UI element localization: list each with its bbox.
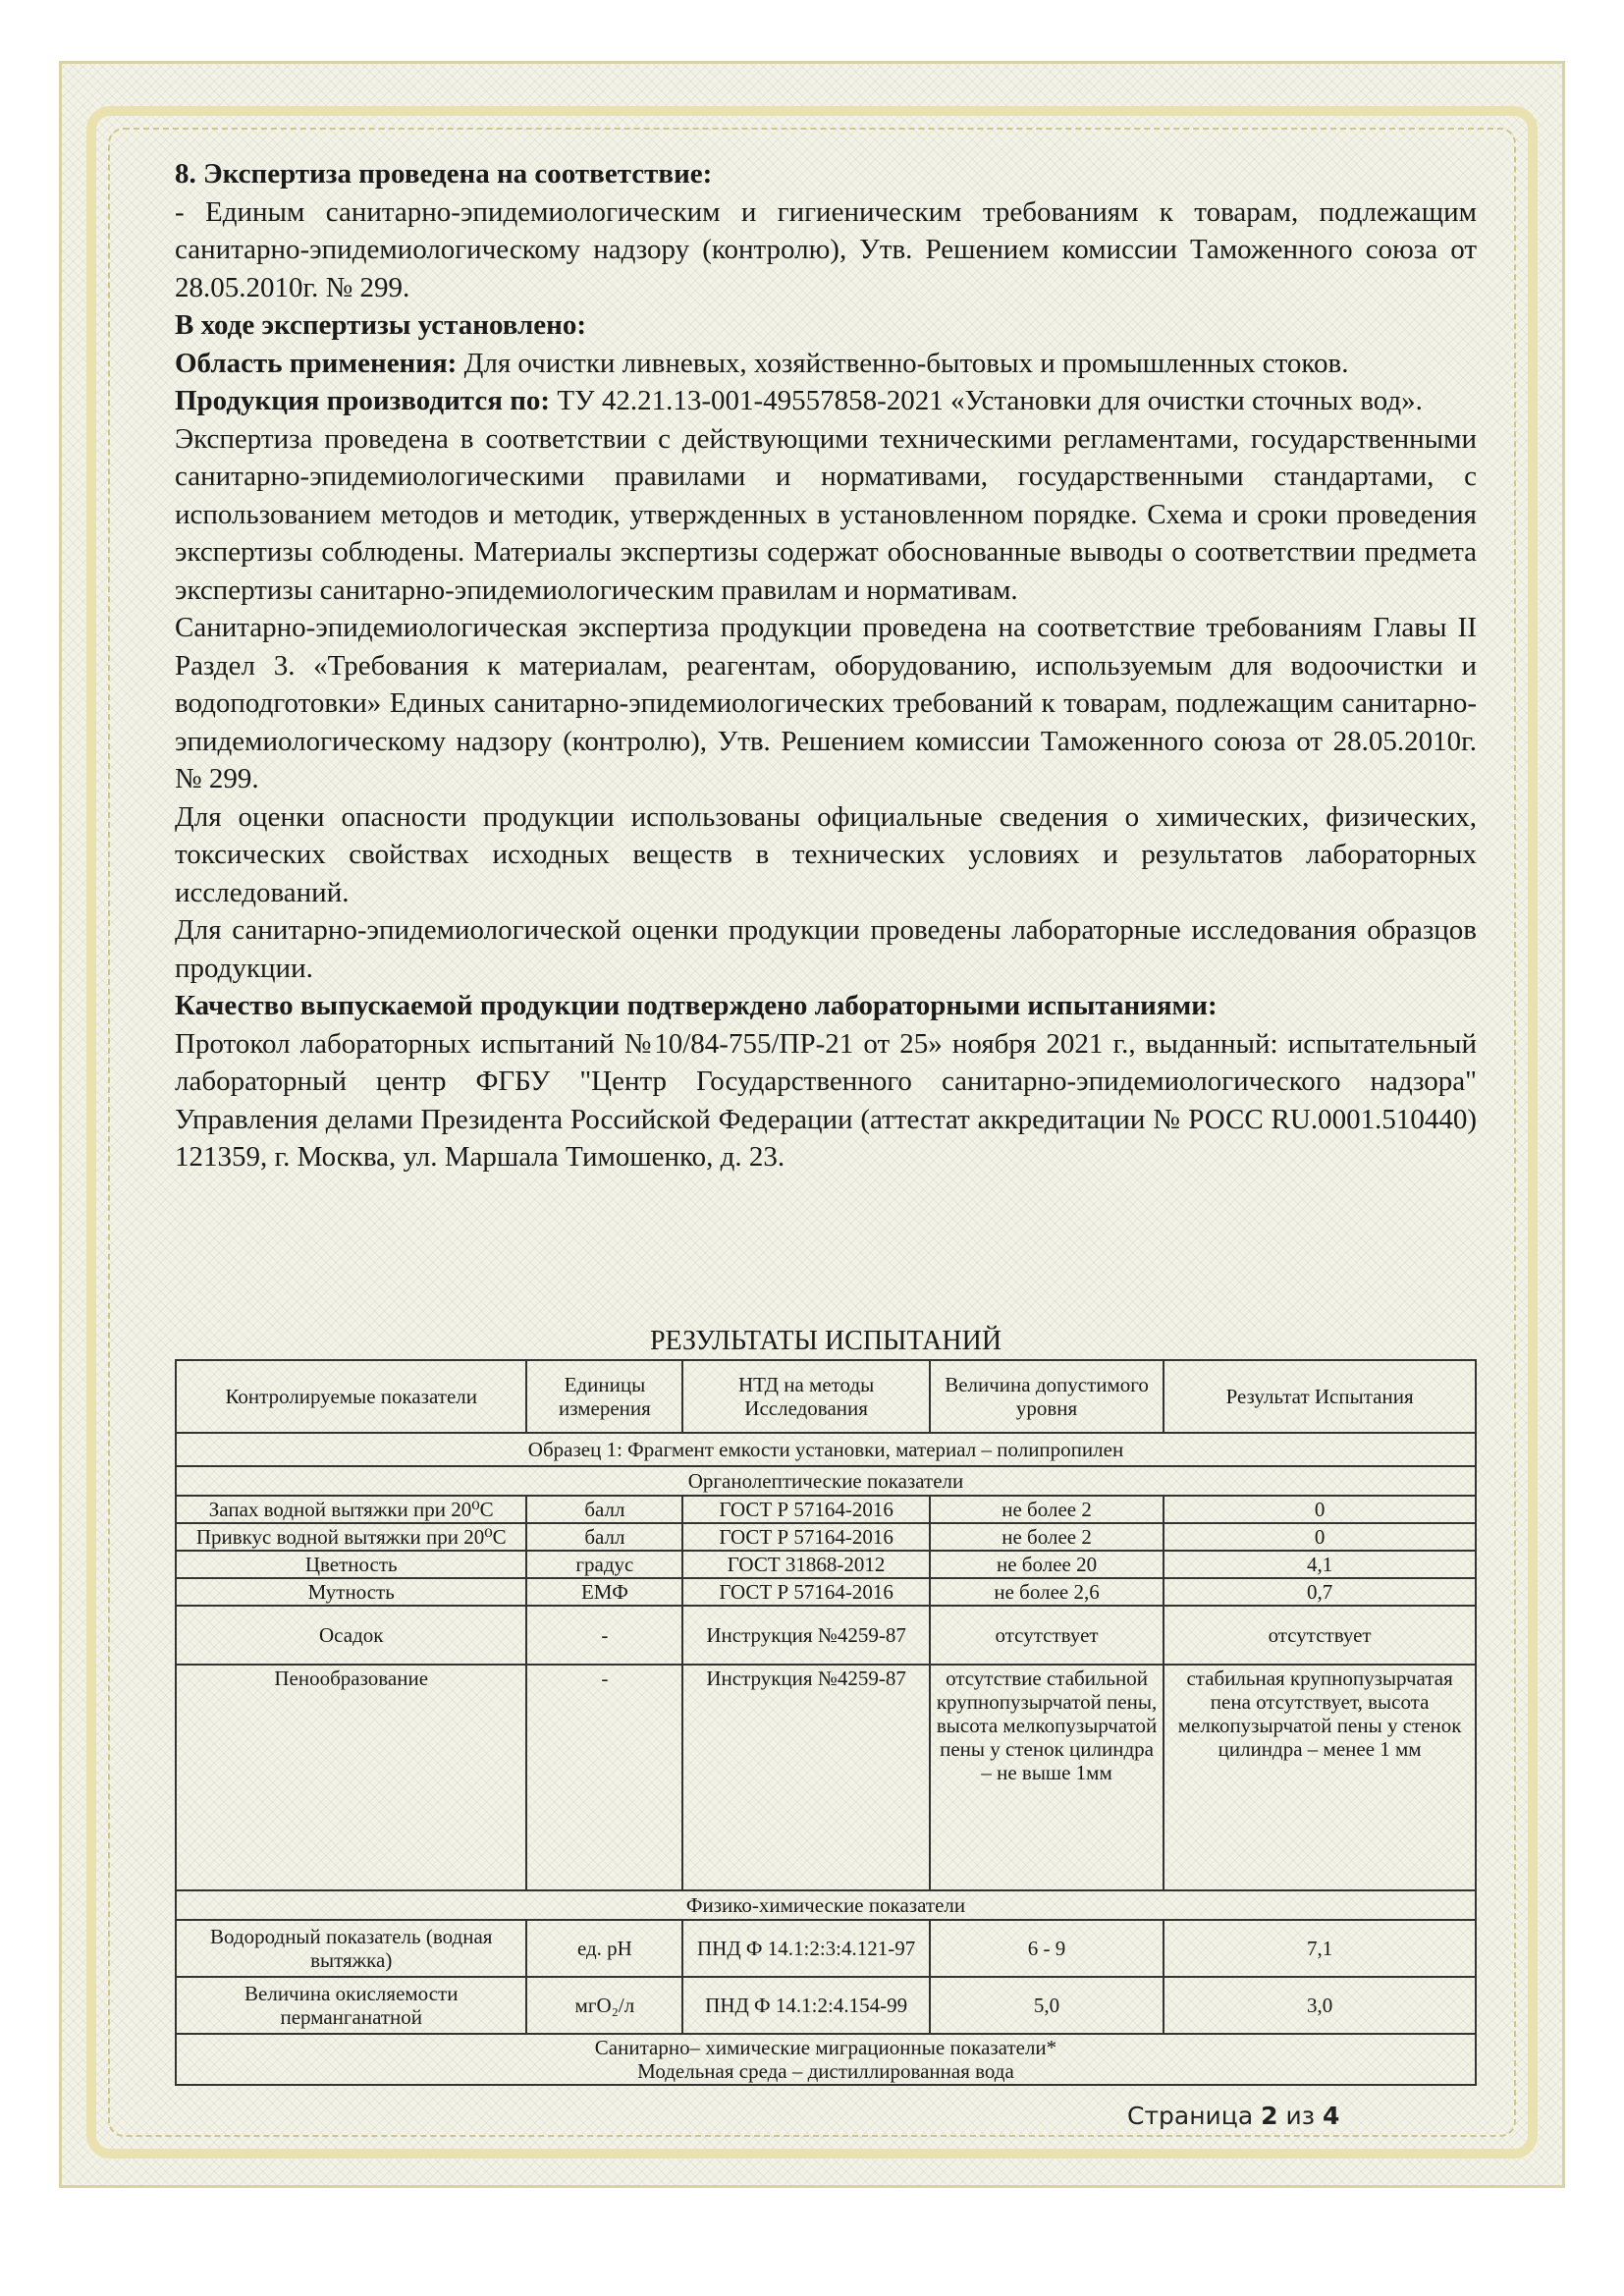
lab-paragraph: Для санитарно-эпидемиологической оценки продукции проведены лабораторные исследования образцов продукции. [175, 914, 1477, 984]
footer-middle: из [1277, 2102, 1323, 2130]
cell-method: ГОСТ 31868-2012 [682, 1551, 930, 1578]
table-row [176, 1496, 1476, 1523]
cell-limit: не более 20 [930, 1551, 1164, 1578]
produced-text: ТУ 42.21.13-001-49557858-2021 «Установки для очистки сточных вод». [550, 385, 1423, 416]
produced-paragraph [175, 382, 1477, 420]
scope-label: Область применения: [175, 347, 458, 379]
group-migration [176, 2034, 1476, 2085]
section-8 [175, 155, 1477, 306]
cell-result: 4,1 [1164, 1551, 1476, 1578]
header-units: Единицы измерения [526, 1360, 682, 1433]
document-body [175, 155, 1477, 1176]
sample-label: Образец 1: Фрагмент емкости установки, материал – полипропилен [176, 1433, 1476, 1466]
table-row [176, 1920, 1476, 1977]
footer-page: 2 [1261, 2102, 1278, 2130]
cell-indicator: Цветность [176, 1551, 526, 1578]
results-table [175, 1359, 1477, 2086]
cell-limit: отсутствие стабильной крупнопузырчатой пены, высота мелкопузырчатой пены у стенок цилиндра – не выше 1мм [930, 1665, 1164, 1890]
sample-row [176, 1433, 1476, 1466]
cell-limit: не более 2 [930, 1496, 1164, 1523]
cell-units: - [526, 1665, 682, 1890]
cell-units: мгО₂/л [526, 1977, 682, 2034]
cell-method: ГОСТ Р 57164-2016 [682, 1496, 930, 1523]
cell-result: отсутствует [1164, 1606, 1476, 1665]
group-physchem: Физико-химические показатели [176, 1890, 1476, 1920]
header-indicator: Контролируемые показатели [176, 1360, 526, 1433]
cell-units: ЕМФ [526, 1578, 682, 1606]
cell-method: ПНД Ф 14.1:2:3:4.121-97 [682, 1920, 930, 1977]
group-row [176, 1890, 1476, 1920]
cell-result: 0,7 [1164, 1578, 1476, 1606]
cell-limit: не более 2 [930, 1523, 1164, 1551]
cell-units: балл [526, 1523, 682, 1551]
model-environment: Модельная среда – дистиллированная вода [637, 2059, 1014, 2083]
cell-units: ед. рН [526, 1920, 682, 1977]
cell-result: 0 [1164, 1496, 1476, 1523]
protocol-paragraph: Протокол лабораторных испытаний №10/84-755/ПР-21 от 25» ноября 2021 г., выданный: испытательный лабораторный центр ФГБУ "Центр Государственного санитарно-эпидемиологического надзора" Управления делами Президента Российской Федерации (аттестат аккредитации № РОСС RU.0001.510440) 121359, г. Москва, ул. Маршала Тимошенко, д. 23. [175, 1027, 1477, 1173]
results-title: РЕЗУЛЬТАТЫ ИСПЫТАНИЙ [649, 1326, 1002, 1356]
cell-limit: 6 - 9 [930, 1920, 1164, 1977]
table-row [176, 1606, 1476, 1665]
cell-result: 7,1 [1164, 1920, 1476, 1977]
header-result: Результат Испытания [1164, 1360, 1476, 1433]
cell-indicator: Мутность [176, 1578, 526, 1606]
cell-units: балл [526, 1496, 682, 1523]
table-row [176, 1551, 1476, 1578]
quality-heading: Качество выпускаемой продукции подтверждено лабораторными испытаниями: [175, 990, 1218, 1021]
scope-text: Для очистки ливневых, хозяйственно-бытовых и промышленных стоков. [457, 347, 1349, 379]
table-header-row [176, 1360, 1476, 1433]
section-8-heading: 8. Экспертиза проведена на соответствие: [175, 158, 713, 190]
scope-paragraph [175, 345, 1477, 383]
page-footer [1127, 2102, 1339, 2130]
cell-result: стабильная крупнопузырчатая пена отсутствует, высота мелкопузырчатой пены у стенок цилиндра – менее 1 мм [1164, 1665, 1476, 1890]
table-row [176, 1665, 1476, 1890]
cell-limit: не более 2,6 [930, 1578, 1164, 1606]
table-row [176, 1578, 1476, 1606]
cell-method: Инструкция №4259-87 [682, 1606, 930, 1665]
cell-method: ГОСТ Р 57164-2016 [682, 1578, 930, 1606]
cell-units: - [526, 1606, 682, 1665]
cell-result: 0 [1164, 1523, 1476, 1551]
cell-method: Инструкция №4259-87 [682, 1665, 930, 1890]
group-row [176, 2034, 1476, 2085]
cell-indicator: Осадок [176, 1606, 526, 1665]
group-organoleptic: Органолептические показатели [176, 1466, 1476, 1496]
table-row [176, 1977, 1476, 2034]
cell-indicator: Пенообразование [176, 1665, 526, 1890]
section-8-text: - Единым санитарно-эпидемиологическим и гигиеническим требованиям к товарам, подлежащим санитарно-эпидемиологическому надзору (контролю), Утв. Решением комиссии Таможенного союза от 28.05.2010г. № 299. [175, 195, 1477, 303]
cell-indicator: Величина окисляемости перманганатной [176, 1977, 526, 2034]
cell-result: 3,0 [1164, 1977, 1476, 2034]
table-row [176, 1523, 1476, 1551]
cell-limit: отсутствует [930, 1606, 1164, 1665]
cell-indicator: Запах водной вытяжки при 20⁰С [176, 1496, 526, 1523]
cell-indicator: Водородный показатель (водная вытяжка) [176, 1920, 526, 1977]
expertise-paragraph: Экспертиза проведена в соответствии с действующими техническими регламентами, государственными санитарно-эпидемиологическими правилами и нормативами, государственными стандартами, с использованием методов и методик, утвержденных в установленном порядке. Схема и сроки проведения экспертизы соблюдены. Материалы экспертизы содержат обоснованные выводы о соответствии предмета экспертизы санитарно-эпидемиологическим правилам и нормативам. [175, 422, 1477, 606]
cell-method: ГОСТ Р 57164-2016 [682, 1523, 930, 1551]
cell-method: ПНД Ф 14.1:2:4.154-99 [682, 1977, 930, 2034]
requirements-paragraph: Санитарно-эпидемиологическая экспертиза продукции проведена на соответствие требованиям Главы II Раздел 3. «Требования к материалам, реагентам, оборудованию, используемым для водоочистки и водоподготовки» Единых санитарно-эпидемиологических требований к товарам, подлежащим санитарно-эпидемиологическому надзору (контролю), Утв. Решением комиссии Таможенного союза от 28.05.2010г. № 299. [175, 612, 1477, 794]
produced-label: Продукция производится по: [175, 385, 551, 416]
cell-indicator: Привкус водной вытяжки при 20⁰С [176, 1523, 526, 1551]
group-row [176, 1466, 1476, 1496]
hazard-paragraph: Для оценки опасности продукции использованы официальные сведения о химических, физических, токсических свойствах исходных веществ в технических условиях и результатов лабораторных исследований. [175, 800, 1477, 908]
header-method: НТД на методы Исследования [682, 1360, 930, 1433]
footer-total: 4 [1322, 2102, 1340, 2130]
header-limit: Величина допустимого уровня [930, 1360, 1164, 1433]
cell-units: градус [526, 1551, 682, 1578]
group-migration-label: Санитарно– химические миграционные показатели* [594, 2036, 1057, 2059]
cell-limit: 5,0 [930, 1977, 1164, 2034]
established-heading: В ходе экспертизы установлено: [175, 309, 587, 341]
footer-prefix: Страница [1127, 2102, 1262, 2130]
